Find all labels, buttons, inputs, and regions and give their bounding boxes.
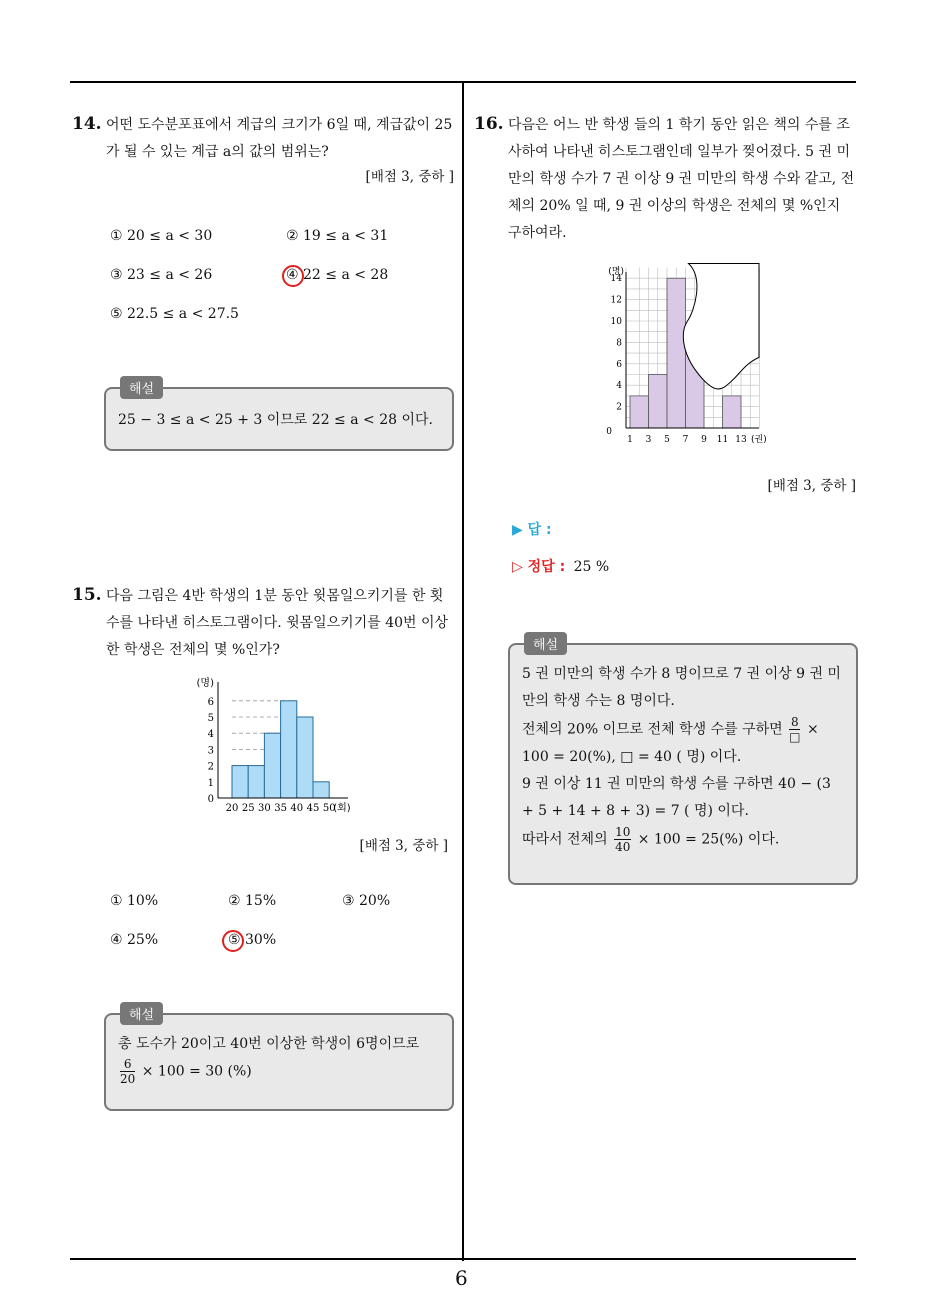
y-axis-label: (명) — [608, 267, 624, 277]
x-tick-label: 11 — [716, 435, 729, 445]
option-1[interactable]: ① 10% — [110, 893, 159, 909]
histogram-bar — [313, 782, 329, 798]
x-tick-label: 30 — [258, 803, 271, 814]
histogram-bar — [297, 717, 313, 798]
x-tick-label: 40 — [290, 803, 304, 814]
x-tick-label: 25 — [241, 803, 255, 814]
option-4[interactable]: ④ 22 ≤ a < 28 — [286, 267, 389, 283]
x-tick-label: 45 — [306, 803, 320, 814]
question-15 — [72, 585, 454, 664]
y-tick-label: 4 — [616, 381, 622, 392]
option-1[interactable]: ① 20 ≤ a < 30 — [110, 228, 213, 244]
page-number: 6 — [455, 1266, 468, 1290]
x-tick-label: 5 — [664, 435, 670, 445]
x-axis-label: (회) — [333, 803, 351, 814]
x-tick-label: 35 — [274, 803, 287, 814]
option-5[interactable]: ⑤ 30% — [228, 932, 277, 948]
y-tick-label: 4 — [207, 729, 214, 741]
y-tick-label: 1 — [207, 777, 214, 789]
option-2[interactable]: ② 19 ≤ a < 31 — [286, 228, 389, 244]
y-tick-label: 3 — [207, 745, 214, 757]
bottom-rule — [70, 1258, 856, 1260]
histogram-bar — [248, 766, 264, 798]
y-axis-label: (명) — [196, 678, 214, 689]
explanation-text: 총 도수가 20이고 40번 이상한 학생이 6명이므로 — [118, 1036, 420, 1052]
y-tick-label: 12 — [610, 295, 622, 306]
explanation-tag: 해설 — [524, 632, 567, 655]
explanation-tag: 해설 — [120, 1002, 163, 1025]
histogram-situps — [188, 674, 388, 824]
y-tick-label: 14 — [610, 274, 622, 285]
correct-answer — [512, 556, 609, 576]
x-axis-label: (권) — [751, 435, 767, 445]
x-tick-label: 3 — [645, 435, 652, 445]
x-tick-label: 1 — [627, 435, 633, 445]
selected-answer-circle — [222, 930, 244, 952]
x-tick-label: 9 — [701, 435, 707, 445]
fraction: $\frac{6}{20}$ — [120, 1057, 136, 1086]
score-label: [배점 3, 중하 ] — [767, 478, 856, 494]
option-5[interactable]: ⑤ 22.5 ≤ a < 27.5 — [110, 306, 239, 322]
option-3[interactable]: ③ 20% — [342, 893, 391, 909]
explanation-text: 25 − 3 ≤ a < 25 + 3 이므로 22 ≤ a < 28 이다. — [118, 412, 433, 428]
histogram-bar — [649, 375, 668, 429]
explanation-text: × 100 = 30 (%) — [141, 1063, 252, 1080]
fraction: $\frac{10}{40}$ — [615, 825, 631, 854]
question-number: 14. — [72, 114, 102, 134]
y-tick-label: 5 — [207, 713, 214, 724]
fraction: $\frac{8}{□}$ — [789, 715, 801, 744]
correct-label: ▷ 정답 : — [512, 559, 566, 575]
answer-label: ▶ 답 : — [512, 522, 552, 538]
score-label: [배점 3, 중하 ] — [359, 838, 448, 854]
question-number: 16. — [474, 114, 504, 134]
explanation-text: 전체의 20% 이므로 전체 학생 수를 구하면 — [522, 721, 783, 738]
explanation-text: 5 권 미만의 학생 수가 8 명이므로 7 권 이상 9 권 미만의 학생 수는 8 명이다. — [522, 666, 841, 709]
histogram-bar — [281, 701, 297, 798]
histogram-bar — [667, 278, 686, 428]
column-divider — [462, 81, 464, 1261]
y-tick-label: 2 — [616, 402, 622, 413]
explanation-text: 따라서 전체의 — [522, 831, 608, 848]
question-number: 15. — [72, 585, 102, 605]
x-tick-label: 13 — [735, 435, 747, 445]
histogram-bar — [232, 766, 248, 798]
option-2[interactable]: ② 15% — [228, 893, 277, 909]
explanation-text: 9 권 이상 11 권 미만의 학생 수를 구하면 40 − (3 + 5 + 14 + 8 + 3) = 7 ( 명) 이다. — [522, 776, 831, 819]
question-text: 다음은 어느 반 학생 들의 1 학기 동안 읽은 책의 수를 조사하여 나타낸 히스토그램인데 일부가 찢어졌다. 5 권 미만의 학생 수가 7 권 이상 9 권 미만의 학생 수와 같고, 전체의 20% 일 때, 9 권 이상의 학생은 전체의 몇 %인지 구하여라. — [508, 117, 855, 241]
histogram-bar — [264, 733, 280, 798]
y-tick-label: 2 — [207, 761, 214, 773]
question-14 — [72, 114, 454, 185]
x-tick-label: 7 — [682, 435, 689, 445]
selected-answer-circle — [282, 265, 304, 287]
histogram-bar — [630, 396, 649, 428]
x-tick-label: 50 — [322, 803, 336, 814]
y-tick-label: 6 — [207, 696, 214, 708]
q15-explanation-box — [104, 1008, 454, 1111]
explanation-tag: 해설 — [120, 376, 163, 399]
histogram-books-torn — [588, 262, 788, 452]
y-tick-label: 10 — [610, 317, 622, 327]
explanation-text: 100 = 20(%), □ = 40 ( 명) 이다. — [522, 749, 742, 765]
y-tick-label: 6 — [616, 359, 622, 370]
question-16 — [474, 114, 858, 247]
correct-value: 25 % — [573, 559, 610, 575]
question-text: 어떤 도수분포표에서 계급의 크기가 6일 때, 계급값이 25가 될 수 있는 계급 a의 값의 범위는? — [106, 117, 453, 160]
q14-explanation-box — [104, 382, 454, 451]
y-tick-label: 0 — [606, 427, 612, 437]
option-3[interactable]: ③ 23 ≤ a < 26 — [110, 267, 213, 283]
option-4[interactable]: ④ 25% — [110, 932, 159, 948]
y-tick-label: 8 — [616, 338, 622, 349]
q16-explanation-box: 해설 5 권 미만의 학생 수가 8 명이므로 7 권 이상 9 권 미만의 학생 수는 8 명이다. 전체의 20% 이므로 전체 학생 수를 구하면 $\frac{8}{□}$ × 100 = 20(%), □ = 40 ( 명) 이다. 9 권 이상 11 권 미만의 학생 수를 구하면 40 − (3 + 5 + 14 + 8 + 3) = 7 ( 명) 이다. 따라서 전체의 $\frac{10}{40}$ × 100 = 25(%) 이다. — [508, 643, 858, 885]
y-tick-label: 0 — [207, 794, 214, 805]
question-text: 다음 그림은 4반 학생의 1분 동안 윗몸일으키기를 한 횟수를 나타낸 히스토그램이다. 윗몸일으키기를 40번 이상한 학생은 전체의 몇 %인가? — [106, 588, 449, 658]
x-tick-label: 20 — [225, 803, 239, 814]
histogram-bar — [723, 396, 742, 428]
score-label: [배점 3, 중하 ] — [365, 169, 454, 185]
